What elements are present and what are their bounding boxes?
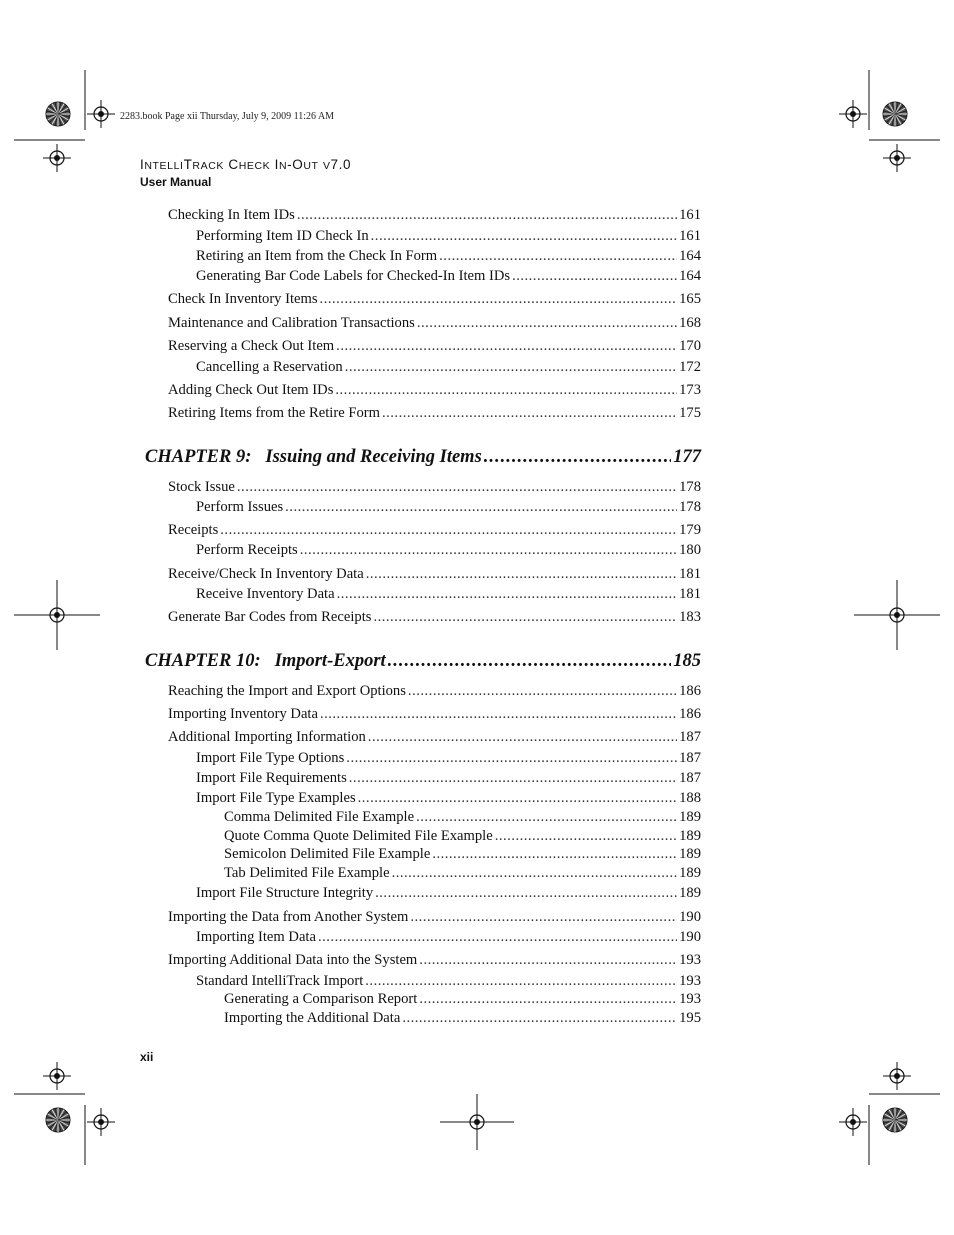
- chapter-title: Issuing and Receiving Items: [265, 447, 482, 467]
- toc-entry-page: 172: [679, 359, 701, 375]
- toc-entry-page: 164: [679, 268, 701, 284]
- toc-entry[interactable]: [168, 908, 701, 926]
- toc-leader-dots: [320, 290, 678, 308]
- toc-entry-title: Importing Inventory Data: [168, 706, 318, 722]
- toc-leader-dots: [495, 827, 677, 845]
- toc-leader-dots: [439, 247, 677, 265]
- toc-leader-dots: [392, 864, 678, 882]
- toc-entry-title: Import File Type Options: [196, 750, 345, 766]
- header-title-part: C: [224, 157, 239, 172]
- toc-entry-title: Check In Inventory Items: [168, 291, 318, 307]
- toc-entry-page: 189: [679, 885, 701, 901]
- header-title-part: V: [322, 160, 331, 172]
- toc-entry-title: Maintenance and Calibration Transactions: [168, 315, 415, 331]
- toc-entry-page: 164: [679, 248, 701, 264]
- toc-leader-dots: [417, 314, 677, 332]
- toc-entry[interactable]: [196, 358, 701, 376]
- toc-entry[interactable]: [168, 565, 701, 583]
- toc-entry[interactable]: [224, 808, 701, 826]
- toc-entry-title: Reserving a Check Out Item: [168, 338, 335, 354]
- toc-entry-title: Reaching the Import and Export Options: [168, 683, 406, 699]
- toc-entry-page: 183: [679, 609, 701, 625]
- toc-entry-page: 189: [679, 809, 701, 825]
- toc-entry-title: Import File Requirements: [196, 770, 347, 786]
- header-title-part: -O: [287, 157, 304, 172]
- toc-leader-dots: [408, 682, 677, 700]
- toc-leader-dots: [220, 521, 677, 539]
- toc-entry[interactable]: [168, 705, 701, 723]
- toc-entry-title: Receive/Check In Inventory Data: [168, 566, 364, 582]
- toc-entry[interactable]: [196, 789, 701, 807]
- toc-entry-title: Stock Issue: [168, 479, 235, 495]
- toc-leader-dots: [297, 206, 677, 224]
- toc-leader-dots: [366, 565, 677, 583]
- toc-entry-title: Checking In Item IDs: [168, 207, 295, 223]
- toc-leader-dots: [368, 728, 677, 746]
- toc-leader-dots: [320, 705, 677, 723]
- toc-leader-dots: [345, 358, 677, 376]
- toc-leader-dots: [285, 498, 677, 516]
- toc-entry-page: 161: [679, 228, 701, 244]
- header-title-part: HECK: [238, 160, 271, 172]
- chapter-leader-dots: [484, 447, 671, 468]
- toc-entry-page: 178: [679, 479, 701, 495]
- toc-entry-page: 193: [679, 952, 701, 968]
- toc-entry[interactable]: [168, 951, 701, 969]
- toc-leader-dots: [346, 749, 677, 767]
- toc-entry-title: Tab Delimited File Example: [224, 865, 390, 881]
- toc-entry[interactable]: [196, 972, 701, 990]
- toc-entry-page: 186: [679, 706, 701, 722]
- toc-leader-dots: [358, 789, 677, 807]
- header-title-part: T: [183, 157, 193, 172]
- toc-leader-dots: [382, 404, 677, 422]
- toc-entry-page: 161: [679, 207, 701, 223]
- toc-entry[interactable]: [196, 541, 701, 559]
- toc-entry[interactable]: [196, 749, 701, 767]
- toc-entry-page: 193: [679, 991, 701, 1007]
- toc-entry-title: Importing Item Data: [196, 929, 316, 945]
- chapter-leader-dots: [388, 651, 672, 672]
- toc-entry[interactable]: [168, 521, 701, 539]
- toc-entry[interactable]: [196, 227, 701, 245]
- toc-entry-title: Additional Importing Information: [168, 729, 366, 745]
- toc-entry[interactable]: [224, 990, 701, 1008]
- toc-entry-title: Importing the Additional Data: [224, 1010, 401, 1026]
- toc-entry[interactable]: [168, 206, 701, 224]
- toc-entry[interactable]: [196, 247, 701, 265]
- toc-entry-title: Generate Bar Codes from Receipts: [168, 609, 372, 625]
- toc-entry-page: 189: [679, 865, 701, 881]
- toc-entry-page: 190: [679, 929, 701, 945]
- toc-entry-title: Comma Delimited File Example: [224, 809, 415, 825]
- toc-entry-page: 195: [679, 1010, 701, 1026]
- toc-entry[interactable]: [168, 314, 701, 332]
- toc-leader-dots: [375, 884, 677, 902]
- toc-entry-title: Performing Item ID Check In: [196, 228, 369, 244]
- toc-entry[interactable]: [168, 728, 701, 746]
- toc-leader-dots: [416, 808, 677, 826]
- toc-entry[interactable]: [224, 845, 701, 863]
- toc-entry-page: 175: [679, 405, 701, 421]
- toc-entry-title: Generating a Comparison Report: [224, 991, 418, 1007]
- toc-entry-title: Retiring Items from the Retire Form: [168, 405, 380, 421]
- toc-entry[interactable]: [168, 404, 701, 422]
- print-slug: 2283.book Page xii Thursday, July 9, 2009 11:26 AM: [120, 111, 335, 122]
- toc-entry[interactable]: [196, 884, 701, 902]
- header-title-part: I: [140, 157, 145, 172]
- toc-entry-page: 179: [679, 522, 701, 538]
- toc-leader-dots: [336, 337, 677, 355]
- toc-entry[interactable]: [196, 928, 701, 946]
- header-title-part: NTELLI: [144, 160, 184, 172]
- toc-entry[interactable]: [168, 337, 701, 355]
- toc-entry-title: Quote Comma Quote Delimited File Example: [224, 828, 493, 844]
- toc-entry-page: 165: [679, 291, 701, 307]
- toc-entry[interactable]: [168, 608, 701, 626]
- toc-entry-title: Import File Type Examples: [196, 790, 356, 806]
- toc-leader-dots: [410, 908, 677, 926]
- toc-leader-dots: [337, 585, 678, 603]
- toc-leader-dots: [300, 541, 677, 559]
- toc-chapter-heading[interactable]: [145, 651, 701, 672]
- toc-leader-dots: [432, 845, 677, 863]
- header-title-part: I: [270, 157, 279, 172]
- chapter-page: 185: [673, 651, 701, 671]
- toc-entry[interactable]: [224, 1009, 701, 1027]
- toc-entry-title: Perform Issues: [196, 499, 284, 515]
- toc-entry[interactable]: [196, 498, 701, 516]
- toc-entry-title: Cancelling a Reservation: [196, 359, 343, 375]
- toc-entry-title: Perform Receipts: [196, 542, 298, 558]
- header-title-part: 7.0: [330, 157, 352, 172]
- header-title-part: RACK: [192, 160, 224, 172]
- toc-entry-page: 190: [679, 909, 701, 925]
- toc-leader-dots: [419, 951, 677, 969]
- toc-entry[interactable]: [196, 267, 701, 285]
- toc-chapter-heading[interactable]: [145, 447, 701, 468]
- toc-entry[interactable]: [168, 682, 701, 700]
- toc-entry-title: Retiring an Item from the Check In Form: [196, 248, 438, 264]
- toc-leader-dots: [419, 990, 677, 1008]
- toc-entry-title: Receipts: [168, 522, 219, 538]
- toc-leader-dots: [402, 1009, 677, 1027]
- toc-entry-title: Standard IntelliTrack Import: [196, 973, 364, 989]
- toc-entry-page: 188: [679, 790, 701, 806]
- toc-entry-page: 168: [679, 315, 701, 331]
- toc-leader-dots: [318, 928, 677, 946]
- toc-entry[interactable]: [224, 864, 701, 882]
- toc-entry-page: 187: [679, 770, 701, 786]
- toc-entry-page: 193: [679, 973, 701, 989]
- toc-entry[interactable]: [168, 381, 701, 399]
- toc-entry[interactable]: [196, 769, 701, 787]
- toc-entry-title: Importing the Data from Another System: [168, 909, 409, 925]
- toc-entry-title: Receive Inventory Data: [196, 586, 335, 602]
- toc-leader-dots: [371, 227, 677, 245]
- toc-leader-dots: [237, 478, 677, 496]
- toc-leader-dots: [335, 381, 677, 399]
- toc-entry-title: Semicolon Delimited File Example: [224, 846, 431, 862]
- toc-entry-page: 178: [679, 499, 701, 515]
- toc-entry-title: Importing Additional Data into the System: [168, 952, 418, 968]
- chapter-number: CHAPTER 10:: [145, 651, 261, 671]
- toc-entry-title: Generating Bar Code Labels for Checked-In Item IDs: [196, 268, 511, 284]
- toc-entry-title: Import File Structure Integrity: [196, 885, 374, 901]
- toc-entry-page: 189: [679, 828, 701, 844]
- running-header-subtitle: User Manual: [140, 175, 212, 189]
- toc-entry-page: 189: [679, 846, 701, 862]
- chapter-page: 177: [673, 447, 701, 467]
- toc-entry-page: 187: [679, 750, 701, 766]
- toc-entry-page: 186: [679, 683, 701, 699]
- toc-entry-page: 181: [679, 586, 701, 602]
- toc-entry[interactable]: [168, 290, 701, 308]
- header-title-part: N: [278, 160, 288, 172]
- toc-leader-dots: [365, 972, 677, 990]
- toc-entry-page: 187: [679, 729, 701, 745]
- toc-entry-page: 173: [679, 382, 701, 398]
- toc-leader-dots: [512, 267, 677, 285]
- toc-entry[interactable]: [196, 585, 701, 603]
- toc-entry-page: 170: [679, 338, 701, 354]
- chapter-number: CHAPTER 9:: [145, 447, 252, 467]
- toc-leader-dots: [373, 608, 677, 626]
- chapter-title: Import-Export: [274, 651, 386, 671]
- toc-leader-dots: [349, 769, 677, 787]
- page-number: xii: [140, 1050, 154, 1064]
- toc-entry-page: 180: [679, 542, 701, 558]
- header-title-part: UT: [303, 160, 319, 172]
- toc-entry[interactable]: [224, 827, 701, 845]
- toc-entry[interactable]: [168, 478, 701, 496]
- toc-entry-title: Adding Check Out Item IDs: [168, 382, 334, 398]
- toc-entry-page: 181: [679, 566, 701, 582]
